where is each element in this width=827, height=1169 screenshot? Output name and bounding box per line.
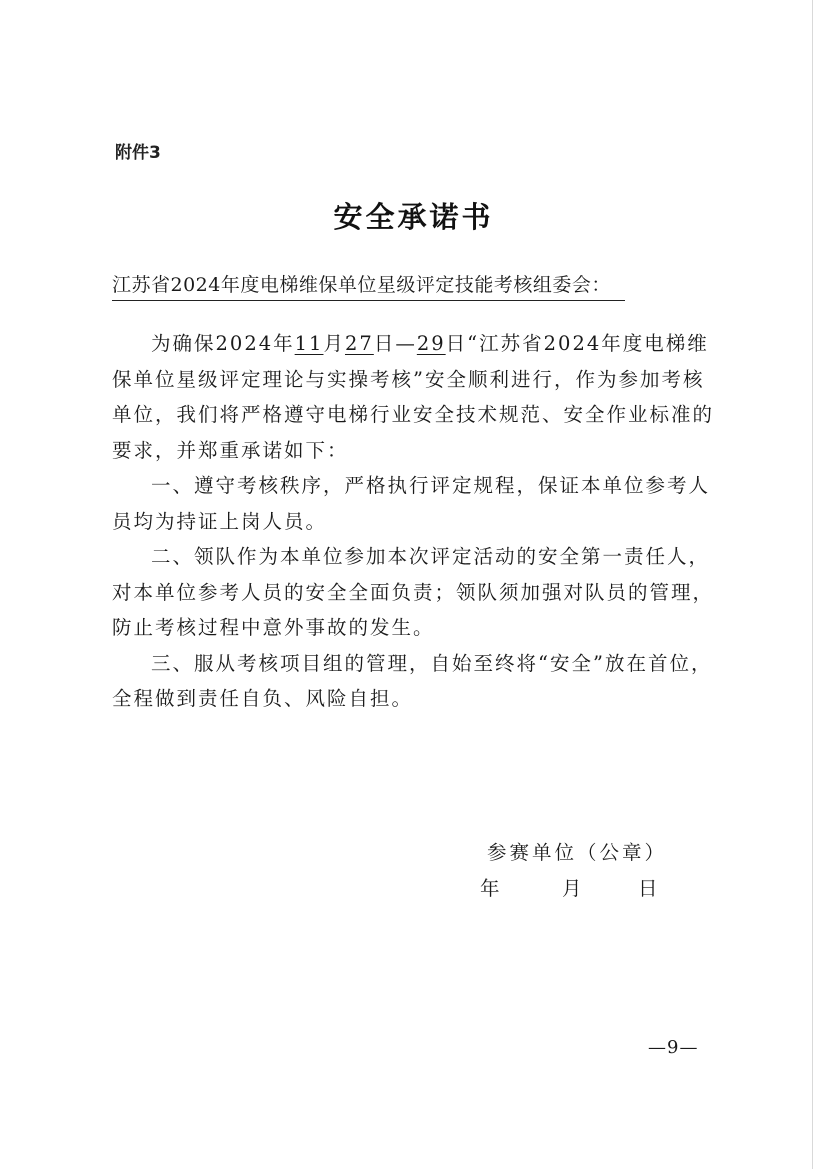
intro-month: 11 bbox=[294, 332, 324, 355]
addressee-line: 江苏省2024年度电梯维保单位星级评定技能考核组委会： bbox=[112, 272, 625, 301]
document-title: 安全承诺书 bbox=[333, 200, 494, 234]
page-number: —9— bbox=[648, 1037, 699, 1058]
intro-month-suffix: 月 bbox=[323, 332, 345, 355]
page-edge-line bbox=[812, 0, 813, 1169]
intro-rest: 日“江苏省2024年度电梯维保单位星级评定理论与实操考核”安全顺利进行，作为参加考核单位，我们将严格遵守电梯行业安全技术规范、安全作业标准的要求，并郑重承诺如下： bbox=[112, 332, 715, 462]
intro-day-end: 29 bbox=[416, 332, 446, 355]
date-day-label: 日 bbox=[638, 877, 658, 900]
attachment-label: 附件3 bbox=[115, 143, 161, 163]
signature-unit-seal: 参赛单位（公章） bbox=[487, 841, 668, 864]
intro-paragraph bbox=[112, 326, 722, 468]
commitment-2: 二、领队作为本单位参加本次评定活动的安全第一责任人，对本单位参考人员的安全全面负责；领队须加强对队员的管理，防止考核过程中意外事故的发生。 bbox=[112, 545, 715, 639]
date-year-label: 年 bbox=[480, 877, 500, 900]
intro-prefix: 为确保2024年 bbox=[151, 332, 295, 355]
intro-day-sep: 日— bbox=[373, 332, 417, 355]
intro-day-start: 27 bbox=[344, 332, 374, 355]
commitment-1: 一、遵守考核秩序，严格执行评定规程，保证本单位参考人员均为持证上岗人员。 bbox=[112, 474, 711, 533]
commitment-3: 三、服从考核项目组的管理，自始至终将“安全”放在首位，全程做到责任自负、风险自担。 bbox=[112, 651, 713, 710]
date-month-label: 月 bbox=[562, 877, 582, 900]
document-body bbox=[112, 326, 722, 717]
